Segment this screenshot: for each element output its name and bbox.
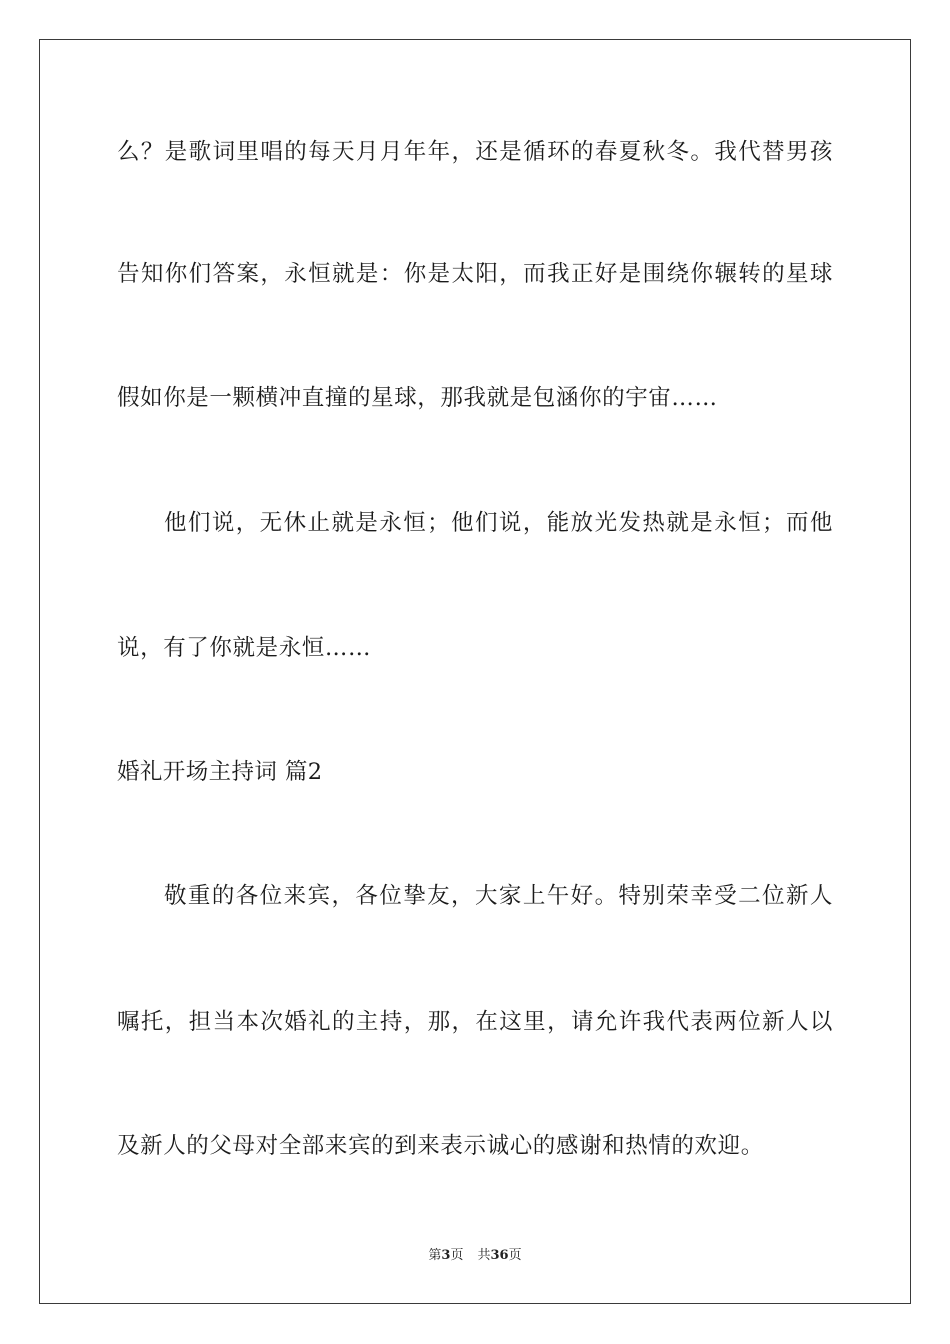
total-prefix: 共 [477, 1248, 491, 1263]
paragraph-line-7: 嘱托，担当本次婚礼的主持，那，在这里，请允许我代表两位新人以 [117, 1009, 833, 1035]
page-prefix: 第 [428, 1248, 442, 1263]
paragraph-line-8: 及新人的父母对全部来宾的到来表示诚心的感谢和热情的欢迎。 [117, 1133, 764, 1159]
paragraph-line-1: 么？是歌词里唱的每天月月年年，还是循环的春夏秋冬。我代替男孩 [117, 139, 833, 165]
total-suffix: 页 [508, 1248, 522, 1263]
page-number: 3 [441, 1248, 451, 1263]
total-pages: 36 [490, 1248, 509, 1263]
section-heading: 婚礼开场主持词 篇2 [117, 759, 323, 785]
page-border [39, 39, 911, 1304]
paragraph-line-3: 假如你是一颗横冲直撞的星球，那我就是包涵你的宇宙…… [117, 385, 718, 411]
paragraph-line-5: 说，有了你就是永恒…… [117, 635, 372, 661]
page-footer [0, 1247, 950, 1265]
page-suffix: 页 [450, 1248, 464, 1263]
paragraph-line-6: 敬重的各位来宾，各位挚友，大家上午好。特别荣幸受二位新人 [164, 883, 833, 909]
paragraph-line-2: 告知你们答案，永恒就是：你是太阳，而我正好是围绕你辗转的星球 [117, 261, 833, 287]
paragraph-line-4: 他们说，无休止就是永恒；他们说，能放光发热就是永恒；而他 [164, 510, 833, 536]
